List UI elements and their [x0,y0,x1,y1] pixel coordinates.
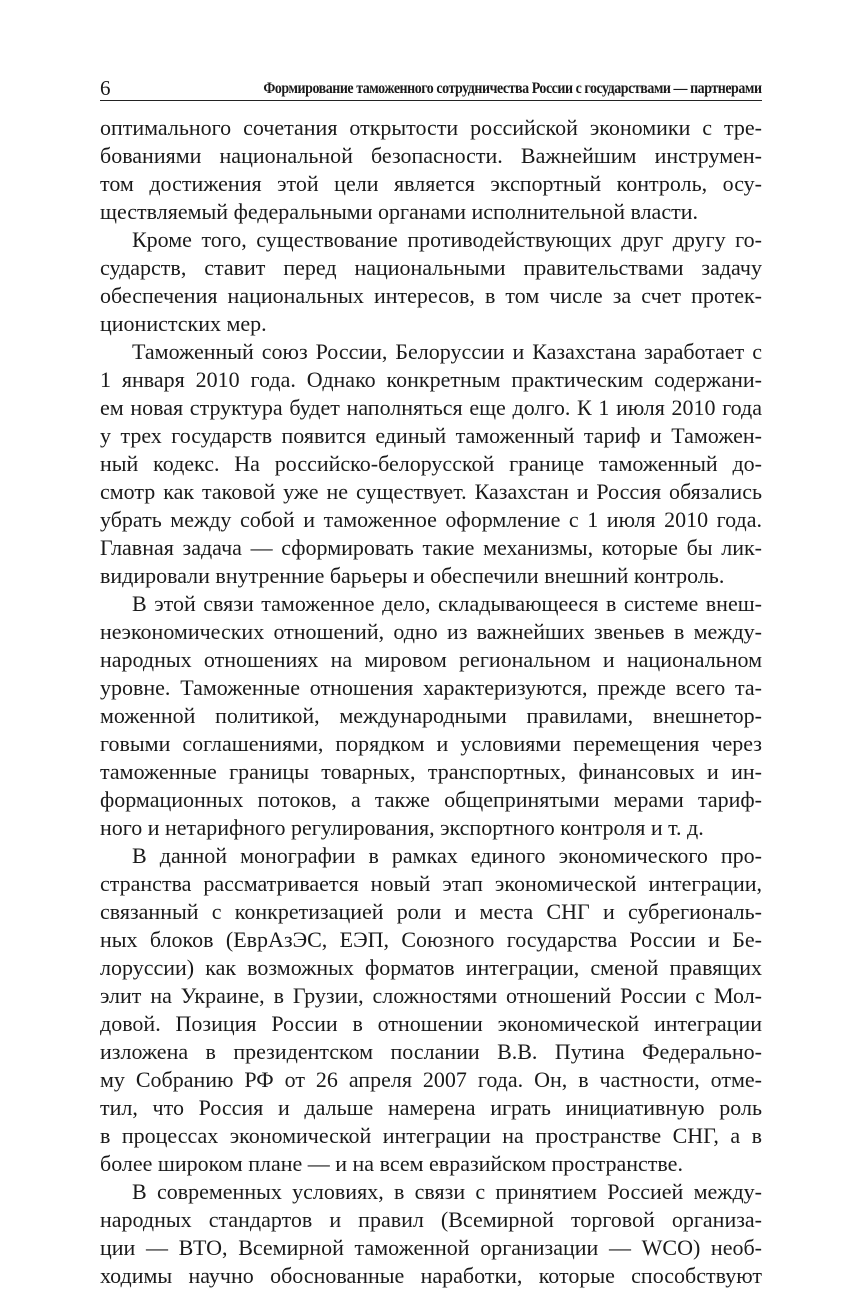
text-line: ный кодекс. На российско-белорусской границе таможенный до- [100,451,762,476]
text-line: видировали внутренние барьеры и обеспечили внешний контроль. [100,563,725,588]
text-line: довой. Позиция России в отношении экономической интеграции [100,1011,762,1036]
text-line: элит на Украине, в Грузии, сложностями отношений России с Мол- [100,983,762,1008]
text-line: му Собранию РФ от 26 апреля 2007 года. Он, в частности, отме- [100,1067,762,1092]
text-line: В современных условиях, в связи с принятием Россией между- [132,1179,762,1204]
text-line: связанный с конкретизацией роли и места СНГ и субрегиональ- [100,899,762,924]
text-line: странства рассматривается новый этап экономической интеграции, [100,871,762,896]
text-line: Таможенный союз России, Белоруссии и Казахстана заработает с [132,339,762,364]
text-line: уровне. Таможенные отношения характеризуются, прежде всего та- [100,675,762,700]
text-line: том достижения этой цели является экспортный контроль, осу- [100,171,762,196]
paragraph [100,226,762,338]
text-line: ции — ВТО, Всемирной таможенной организации — WCO) необ- [100,1235,762,1260]
text-line: сударств, ставит перед национальными правительствами задачу [100,255,762,280]
text-line: ционистских мер. [100,311,267,336]
running-title: Формирование таможенного сотрудничества России с государствами — партнерами [263,80,762,97]
text-line: оптимального сочетания открытости российской экономики с тре- [100,115,762,140]
text-line: у трех государств появится единый таможенный тариф и Таможен- [100,423,762,448]
text-line: ходимы научно обоснованные наработки, которые способствуют [100,1263,762,1288]
page-number: 6 [100,76,111,100]
paragraph [100,1178,762,1290]
text-line: народных стандартов и правил (Всемирной торговой организа- [100,1207,762,1232]
paragraph [100,338,762,590]
text-line: убрать между собой и таможенное оформление с 1 июля 2010 года. [100,507,762,532]
text-line: таможенные границы товарных, транспортных, финансовых и ин- [100,759,762,784]
paragraph [100,842,762,1178]
text-line: народных отношениях на мировом региональном и национальном [100,647,762,672]
text-line: моженной политикой, международными правилами, внешнетор- [100,703,762,728]
text-line: изложена в президентском послании В.В. Путина Федерально- [100,1039,762,1064]
text-line: в процессах экономической интеграции на пространстве СНГ, а в [100,1123,762,1148]
text-line: В этой связи таможенное дело, складывающееся в системе внеш- [132,591,762,616]
text-line: ществляемый федеральными органами исполнительной власти. [100,199,698,224]
text-line: обеспечения национальных интересов, в том числе за счет протек- [100,283,762,308]
text-line: В данной монографии в рамках единого экономического про- [132,843,762,868]
text-line: 1 января 2010 года. Однако конкретным практическим содержани- [100,367,762,392]
text-line: бованиями национальной безопасности. Важнейшим инструмен- [100,143,762,168]
text-line: смотр как таковой уже не существует. Казахстан и Россия обязались [100,479,762,504]
text-line: более широком плане — и на всем евразийском пространстве. [100,1151,683,1176]
body-text [100,114,762,1290]
text-line: ных блоков (ЕврАзЭС, ЕЭП, Союзного государства России и Бе- [100,927,762,952]
text-line: ем новая структура будет наполняться еще долго. К 1 июля 2010 года [100,395,762,420]
text-line: неэкономических отношений, одно из важнейших звеньев в между- [100,619,762,644]
text-line: говыми соглашениями, порядком и условиями перемещения через [100,731,762,756]
paragraph [100,114,762,226]
text-line: ного и нетарифного регулирования, экспортного контроля и т. д. [100,815,704,840]
running-header [100,76,762,101]
text-line: тил, что Россия и дальше намерена играть инициативную роль [100,1095,762,1120]
text-line: формационных потоков, а также общепринятыми мерами тариф- [100,787,762,812]
text-line: лоруссии) как возможных форматов интеграции, сменой правящих [100,955,762,980]
paragraph [100,590,762,842]
text-line: Главная задача — сформировать такие механизмы, которые бы лик- [100,535,762,560]
text-line: Кроме того, существование противодействующих друг другу го- [132,227,762,252]
